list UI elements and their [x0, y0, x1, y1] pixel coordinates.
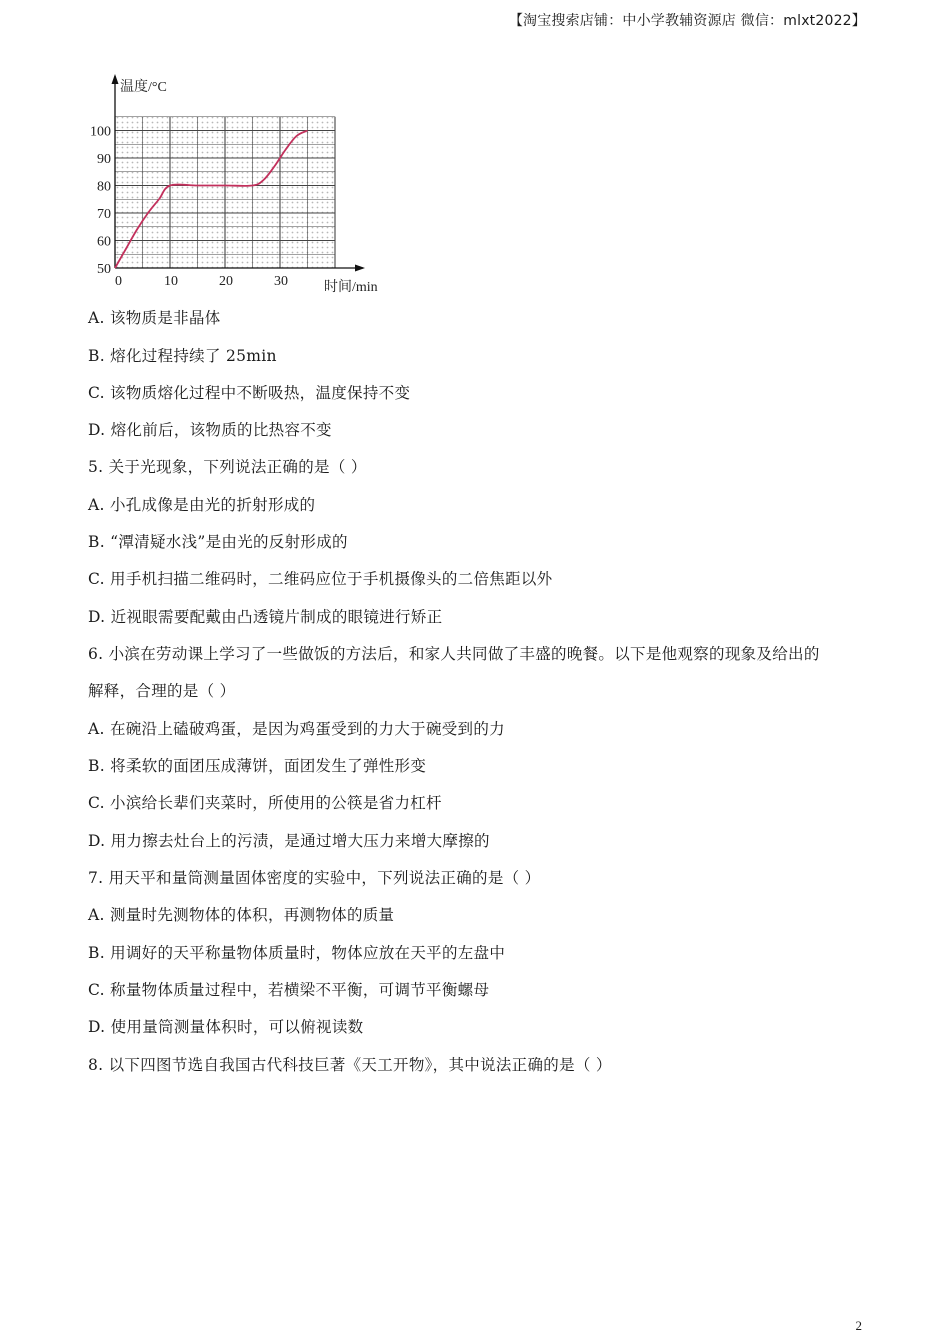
q5-stem: 5. 关于光现象，下列说法正确的是（ ）	[88, 458, 367, 476]
y-axis-label: 温度/°C	[120, 80, 167, 95]
q4-option-a: A. 该物质是非晶体	[88, 309, 221, 327]
page-header: 【淘宝搜索店铺：中小学教辅资源店 微信：mlxt2022】	[508, 13, 866, 29]
q7-stem: 7. 用天平和量筒测量固体密度的实验中，下列说法正确的是（ ）	[88, 869, 541, 887]
x-axis-arrow	[355, 265, 365, 272]
q6-stem-line2: 解释，合理的是（ ）	[88, 682, 236, 700]
y-axis-arrow	[112, 74, 119, 84]
chart-grid	[115, 117, 335, 268]
x-tick-label: 20	[219, 274, 233, 289]
q6-option-a: A. 在碗沿上磕破鸡蛋，是因为鸡蛋受到的力大于碗受到的力	[88, 720, 505, 738]
y-tick-label: 70	[97, 207, 111, 222]
y-tick-label: 50	[97, 262, 111, 277]
q6-option-b: B. 将柔软的面团压成薄饼，面团发生了弹性形变	[88, 757, 427, 775]
q5-option-d: D. 近视眼需要配戴由凸透镜片制成的眼镜进行矫正	[88, 608, 443, 626]
q5-option-a: A. 小孔成像是由光的折射形成的	[88, 496, 316, 514]
y-tick-label: 90	[97, 152, 111, 167]
q4-option-c: C. 该物质熔化过程中不断吸热，温度保持不变	[88, 384, 411, 402]
y-tick-label: 60	[97, 234, 111, 250]
q7-option-a: A. 测量时先测物体的体积，再测物体的质量	[88, 906, 395, 924]
q7-option-b: B. 用调好的天平称量物体质量时，物体应放在天平的左盘中	[88, 944, 506, 962]
q6-option-d: D. 用力擦去灶台上的污渍，是通过增大压力来增大摩擦的	[88, 832, 490, 850]
q7-option-d: D. 使用量筒测量体积时，可以俯视读数	[88, 1018, 364, 1036]
x-axis-label: 时间/min	[324, 280, 378, 295]
q5-option-c: C. 用手机扫描二维码时，二维码应位于手机摄像头的二倍焦距以外	[88, 570, 553, 588]
x-tick-label: 0	[115, 274, 122, 289]
q4-option-d: D. 熔化前后，该物质的比热容不变	[88, 421, 332, 439]
x-tick-label: 30	[274, 274, 288, 289]
q6-stem-line1: 6. 小滨在劳动课上学习了一些做饭的方法后，和家人共同做了丰盛的晚餐。以下是他观察的现象及给出的	[88, 645, 820, 663]
temperature-time-chart	[80, 70, 400, 304]
y-tick-label: 80	[97, 179, 111, 195]
q4-option-b: B. 熔化过程持续了 25min	[88, 347, 277, 365]
chart-svg	[80, 70, 400, 300]
q6-option-c: C. 小滨给长辈们夹菜时，所使用的公筷是省力杠杆	[88, 794, 442, 812]
y-tick-label: 100	[90, 124, 111, 140]
q7-option-c: C. 称量物体质量过程中，若横梁不平衡，可调节平衡螺母	[88, 981, 490, 999]
page-number: 2	[855, 1318, 862, 1333]
x-tick-label: 10	[164, 274, 178, 289]
q5-option-b: B. “潭清疑水浅”是由光的反射形成的	[88, 533, 348, 551]
q8-stem: 8. 以下四图节选自我国古代科技巨著《天工开物》，其中说法正确的是（ ）	[88, 1056, 612, 1074]
